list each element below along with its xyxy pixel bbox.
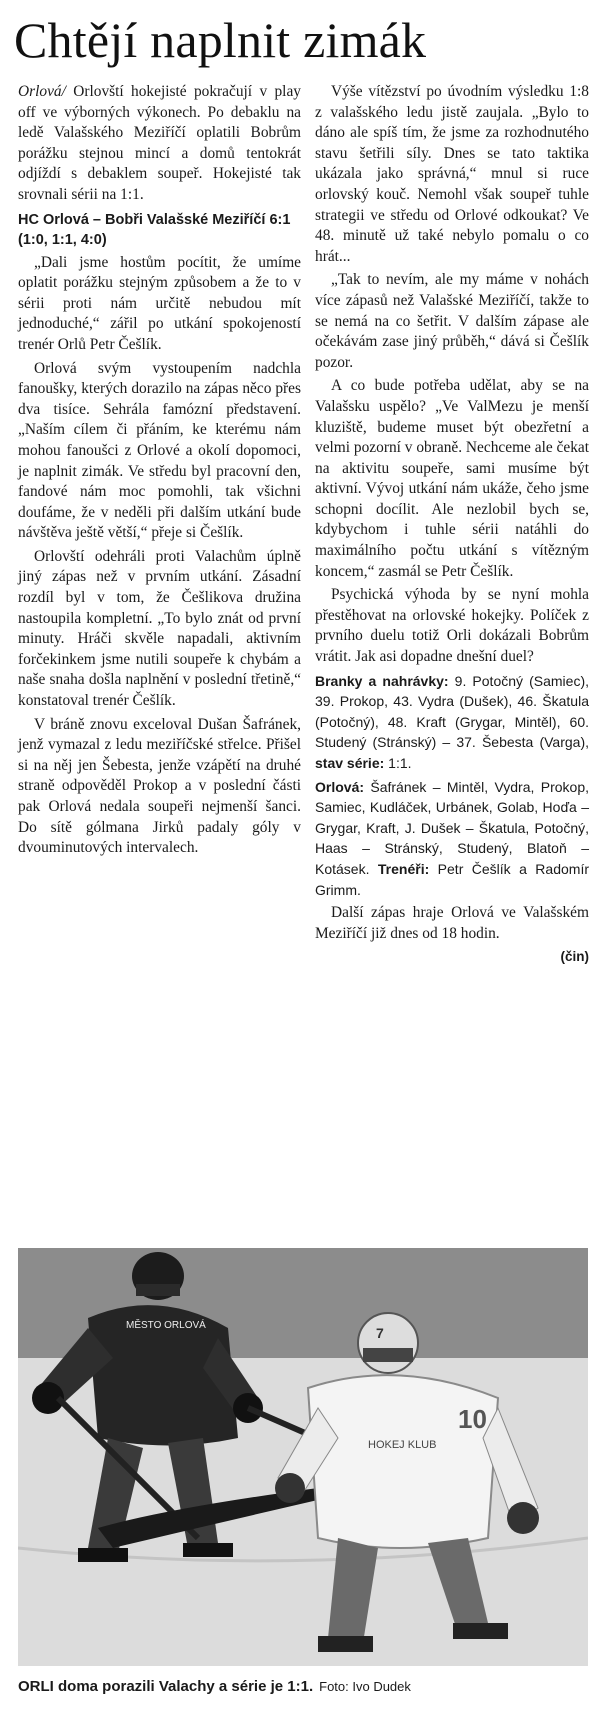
paragraph: Orlovští odehráli proti Valachům úplně jiný zápas než v prvním utkání. Zásadní rozdíl byl v tom, že Češlikova družina nastoupila kompletní. „To bylo znát od první minuty. Hráči skvěle napadali, aktivním forčekinkem jsme nutili soupeře k chybám a naše snaha došla naplnění v poslední třetině,“ konstatoval trenér Češlík. bbox=[18, 547, 301, 710]
series-label: stav série: bbox=[315, 755, 385, 771]
helmet-number: 7 bbox=[376, 1325, 384, 1341]
jersey-number: 10 bbox=[458, 1404, 487, 1434]
article-right-column bbox=[315, 82, 589, 1242]
coaches-label: Trenéři: bbox=[377, 860, 430, 877]
paragraph: „Dali jsme hostům pocítit, že umíme oplatit porážku stejným způsobem a že to v sérii proti nám určitě nebudou mít jednoduché,“ zářil po utkání spokojeností trenér Orlů Petr Češlík. bbox=[18, 253, 301, 353]
paragraph: Psychická výhoda by se nyní mohla přestěhovat na orlovské hokejky. Políček z prvního duelu totiž Orli dokázali Bobrům vrátit. Jak asi dopadne dnešní duel? bbox=[315, 586, 589, 666]
goals-text: 9. Potočný (Samiec), 39. Prokop, 43. Vydra (Dušek), 46. Škatula (Potočný), 48. Kraft (Grygar, Mintěl), 60. Studený (Stránský) – 37. Šebesta (Varga), bbox=[315, 672, 589, 751]
paragraph: „Tak to nevím, ale my máme v nohách více zápasů než Valašské Meziříčí, takže to se nemá na co šetřit. V dalším zápase ale očekávám zase jiný průběh,“ dává si Češlík pozor. bbox=[315, 271, 589, 371]
paragraph: A co bude potřeba udělat, aby se na Valašsku uspělo? „Ve ValMezu je menší kluziště, budeme muset být obezřetní a velmi pozorní v obraně. Nechceme ale čekat na aktivitu soupeře, sami musíme být aktivní. Vývoj utkání nám ukáže, čeho jsme schopni docílit. Ale nezlobil bych se, kdybychom i tuhle sérii natáhli do maximálního počtu utkání s vítězným koncem,“ zasmál se Petr Češlík. bbox=[315, 377, 589, 580]
paragraph bbox=[315, 903, 589, 944]
paragraph: Výše vítězství po úvodním výsledku 1:8 z valašského ledu jistě zaujala. „Bylo to dáno ale spíš tím, že jsme za rozhodnutého stavu šetřili síly. Dnes se tato taktika ukázala jako správná,“ mnul si ruce orlovský kouč. Nemohl však soupeř tuhle strategii ve středu od Orlové odkoukat? Ve 48. minutě už také nebylo pomalu o co hrát... bbox=[315, 83, 589, 265]
headline: Chtějí naplnit zimák bbox=[14, 12, 427, 68]
photo-credit: Foto: Ivo Dudek bbox=[319, 1679, 411, 1694]
goals-label: Branky a nahrávky: bbox=[315, 672, 449, 689]
byline: (čin) bbox=[560, 949, 589, 965]
match-stats bbox=[315, 671, 589, 774]
hockey-photo bbox=[18, 1248, 588, 1666]
paragraph: V bráně znovu exceloval Dušan Šafránek, jenž vymazal z ledu meziříčské střelce. Přišel si na něj jen Šebesta, jenže vzápětí na druhé straně odpověděl Prokop a v poslední části pak Orlová nedala soupeři nejmenší šanci. Do sítě gólmana Jirků padaly góly v dvouminutových intervalech. bbox=[18, 715, 301, 857]
lineup-text: Šafránek – Mintěl, Vydra, Prokop, Samiec, Kudláček, Urbánek, Golab, Hoďa – Grygar, Kraft, J. Dušek – Škatula, Potočný, Haas – Stránský, Studený, Blatoň – Kotásek. bbox=[315, 778, 589, 877]
paragraph: Orlová svým vystoupením nadchla fanoušky, kterých dorazilo na zápas něco přes dva tisíce. Sehrála famózní představení. „Naším cílem či přáním, ke kterému nám mohou fanoušci z Orlové a okolí dopomoci, je naplnit zimák. Ve středu byl pracovní den, fandové nám moc pomohli, tak všichni doufáme, že v neděli při dalším utkání bude návštěva ještě větší,“ přeje si Češlík. bbox=[18, 359, 301, 542]
caption-text: ORLI doma porazili Valachy a série je 1:1. bbox=[18, 1678, 314, 1695]
hockey-players-illustration bbox=[18, 1248, 588, 1666]
photo-caption bbox=[18, 1676, 588, 1700]
lineup-label: Orlová: bbox=[315, 778, 365, 795]
series-text: 1:1. bbox=[384, 755, 412, 771]
jersey-text: MĚSTO ORLOVÁ bbox=[126, 1320, 206, 1331]
lead-text: Orlovští hokejisté pokračují v play off ve výborných výkonech. Po debaklu na ledě Valašského Meziříčí oplatili Bobrům porážku stejnou mincí a domů tentokrát odjíždí s debaklem soupeř. Hokejisté tak srovnali sérii na 1:1. bbox=[18, 83, 301, 203]
dateline: Orlová/ bbox=[18, 83, 66, 100]
jersey-text: HOKEJ KLUB bbox=[368, 1439, 437, 1451]
closing-text: Další zápas hraje Orlová ve Valašském Meziříčí již dnes od 18 hodin. bbox=[315, 904, 589, 942]
lineup bbox=[315, 777, 589, 901]
article-left-column bbox=[18, 82, 301, 1242]
coaches-text: Petr Češlík a Radomír Grimm. bbox=[315, 860, 589, 898]
byline-row bbox=[315, 947, 589, 968]
match-result-subhead: HC Orlová – Bobři Valašské Meziříčí 6:1 (1:0, 1:1, 4:0) bbox=[18, 211, 291, 248]
lead-paragraph bbox=[18, 82, 301, 206]
